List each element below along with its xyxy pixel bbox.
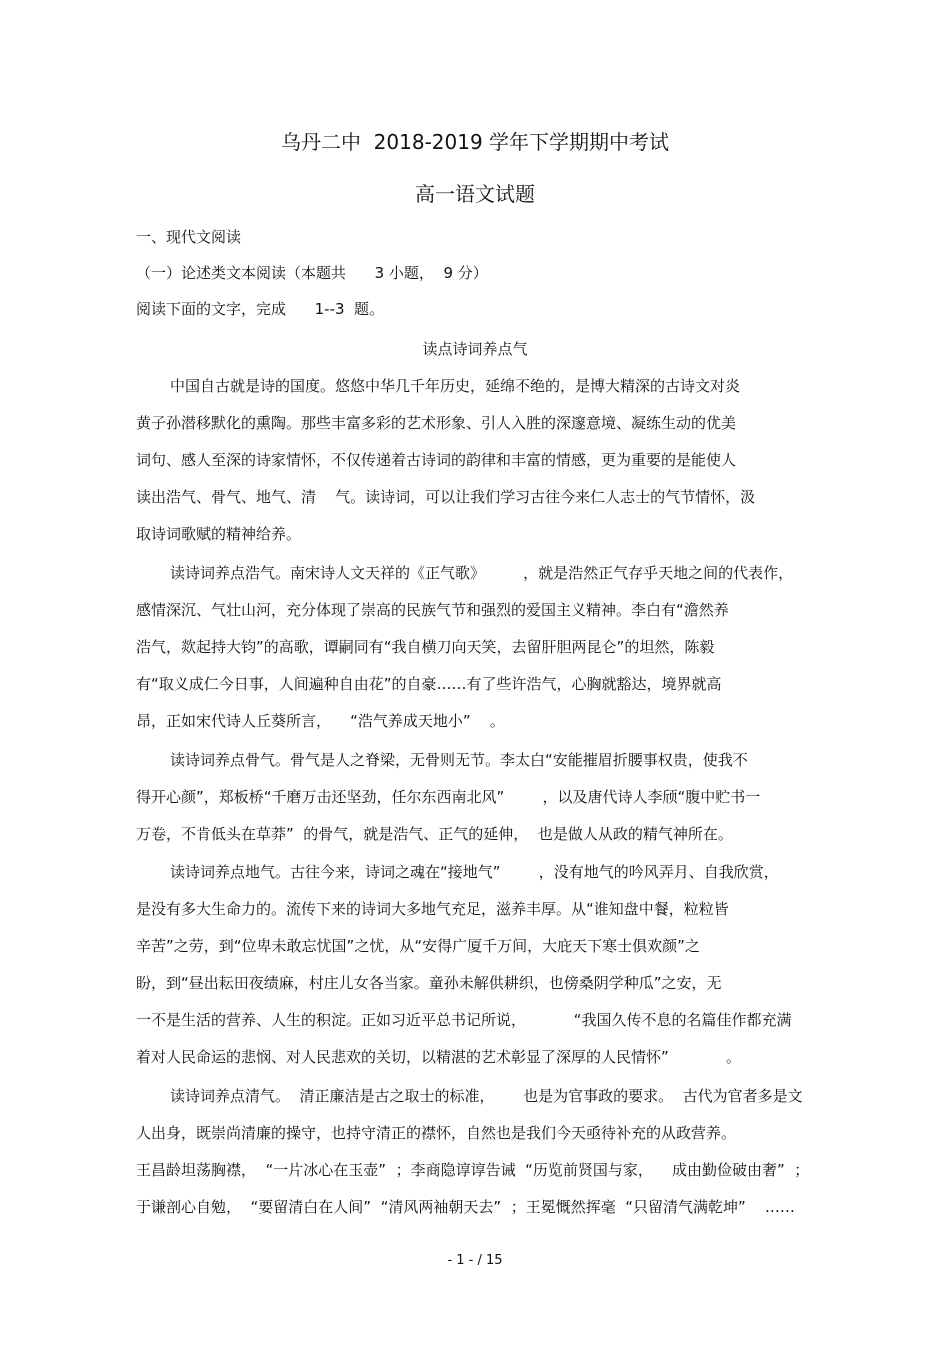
text-line: 浩气，欻起持大钧”的高歌，谭嗣同有“我自横刀向天笑，去留肝胆两昆仑”的坦然，陈毅 — [136, 638, 715, 656]
text-line: 读出浩气、骨气、地气、清 气。读诗词，可以让我们学习古往今来仁人志士的气节情怀，汲 — [136, 488, 756, 506]
text-line: 黄子孙潜移默化的熏陶。那些丰富多彩的艺术形象、引人入胜的深邃意境、凝练生动的优美 — [136, 414, 737, 432]
subsection-heading: （一）论述类文本阅读（本题共 3 小题， 9 分） — [136, 264, 488, 282]
text-line: 一不是生活的营养、人生的积淀。正如习近平总书记所说， “我国久传不息的名篇佳作都充满 — [136, 1011, 792, 1029]
page-number: - 1 - / 15 — [447, 1253, 503, 1268]
text-line: 读诗词养点清气。 清正廉洁是古之取士的标准， 也是为官事政的要求。 古代为官者多是文 — [170, 1087, 803, 1105]
exam-subtitle: 高一语文试题 — [415, 182, 535, 206]
exam-title: 乌丹二中 2018-2019 学年下学期期中考试 — [280, 130, 670, 154]
text-line: 感情深沉、气壮山河，充分体现了崇高的民族气节和强烈的爱国主义精神。李白有“澹然养 — [136, 601, 729, 619]
text-line: 中国自古就是诗的国度。悠悠中华几千年历史，延绵不绝的，是博大精深的古诗文对炎 — [170, 377, 741, 395]
text-line: 盼，到“昼出耘田夜绩麻，村庄儿女各当家。童孙未解供耕织，也傍桑阴学种瓜”之安，无 — [136, 974, 722, 992]
text-line: 万卷，不肯低头在草莽” 的骨气，就是浩气、正气的延伸， 也是做人从政的精气神所在。 — [136, 825, 733, 843]
article-title: 读点诗词养点气 — [422, 340, 528, 358]
text-line: 得开心颜”，郑板桥“千磨万击还坚劲，任尔东西南北风” ，以及唐代诗人李颀“腹中贮书一 — [136, 788, 761, 806]
text-line: 是没有多大生命力的。流传下来的诗词大多地气充足，滋养丰厚。从“谁知盘中餐，粒粒皆 — [136, 900, 729, 918]
text-line: 辛苦”之劳，到“位卑未敢忘忧国”之忧，从“安得广厦千万间，大庇天下寒士俱欢颜”之 — [136, 937, 700, 955]
text-line: 着对人民命运的悲悯、对人民悲欢的关切，以精湛的艺术彰显了深厚的人民情怀” 。 — [136, 1048, 741, 1066]
text-line: 王昌龄坦荡胸襟， “一片冰心在玉壶” ；李商隐谆谆告诫 “历览前贤国与家， 成由勤俭破由奢” ； — [136, 1161, 810, 1179]
text-line: 读诗词养点骨气。骨气是人之脊梁，无骨则无节。李太白“安能摧眉折腰事权贵，使我不 — [170, 751, 748, 769]
text-line: 读诗词养点浩气。南宋诗人文天祥的《正气歌》 ，就是浩然正气存乎天地之间的代表作， — [170, 564, 794, 582]
text-line: 昂，正如宋代诗人丘葵所言， “浩气养成天地小” 。 — [136, 712, 505, 730]
section-heading: 一、现代文阅读 — [136, 228, 242, 246]
text-line: 有“取义成仁今日事，人间遍种自由花”的自豪……有了些许浩气，心胸就豁达，境界就高 — [136, 675, 722, 693]
text-line: 取诗词歌赋的精神给养。 — [136, 525, 302, 543]
text-line: 人出身，既崇尚清廉的操守，也持守清正的襟怀，自然也是我们今天亟待补充的从政营养。 — [136, 1124, 737, 1142]
instruction-text: 阅读下面的文字，完成 1--3 题。 — [136, 300, 385, 318]
text-line: 于谦剖心自勉， “要留清白在人间” “清风两袖朝天去” ；王冕慨然挥毫 “只留清气满乾坤” …… — [136, 1198, 795, 1216]
text-line: 读诗词养点地气。古往今来，诗词之魂在“接地气” ，没有地气的吟风弄月、自我欣赏， — [170, 863, 779, 881]
text-line: 词句、感人至深的诗家情怀，不仅传递着古诗词的韵律和丰富的情感，更为重要的是能使人 — [136, 451, 737, 469]
